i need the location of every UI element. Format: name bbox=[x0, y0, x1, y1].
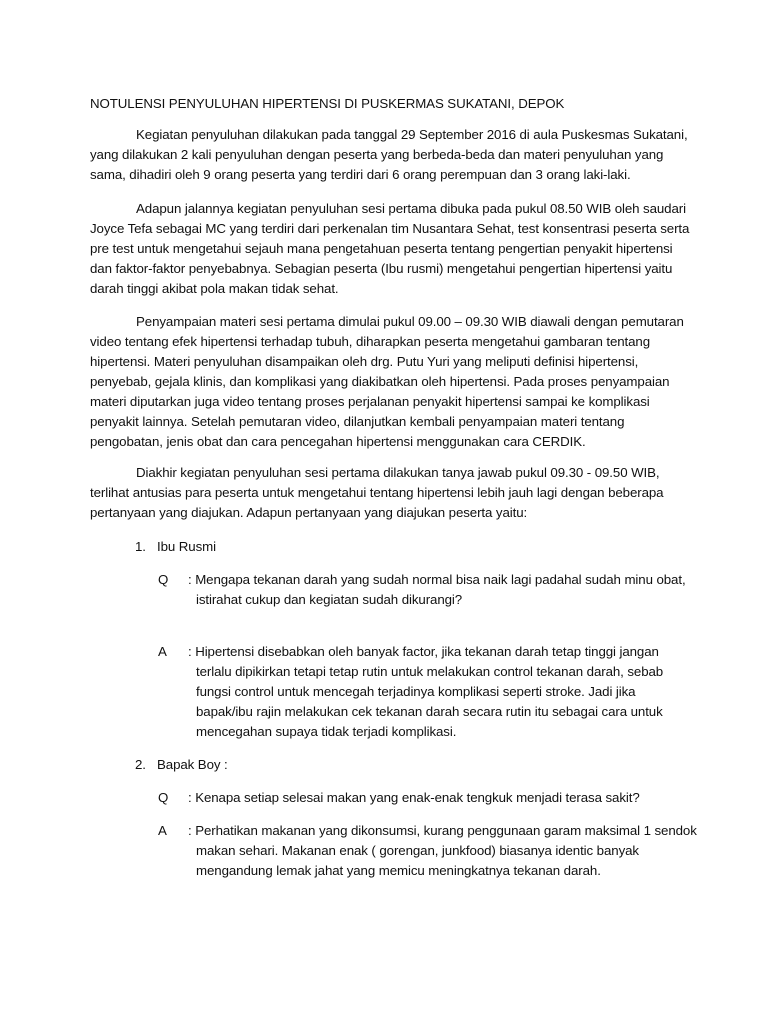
answer-line: bapak/ibu rajin melakukan cek tekanan darah secara rutin itu sebagai cara untuk bbox=[196, 704, 663, 719]
questioner-name: Ibu Rusmi bbox=[157, 539, 216, 554]
question-text bbox=[188, 788, 698, 808]
paragraph-line: pre test untuk mengetahui sejauh mana pengetahuan peserta tentang pengertian penyakit hipertensi bbox=[90, 241, 673, 256]
answer-label: A bbox=[158, 644, 167, 659]
question-label: Q bbox=[158, 572, 169, 587]
paragraph-line: terlihat antusias para peserta untuk mengetahui tentang hipertensi lebih jauh lagi dengan beberapa bbox=[90, 485, 664, 500]
question-line: : Kenapa setiap selesai makan yang enak-enak tengkuk menjadi terasa sakit? bbox=[188, 790, 640, 805]
list-item-questioner bbox=[135, 755, 228, 775]
document-title: NOTULENSI PENYULUHAN HIPERTENSI DI PUSKERMAS SUKATANI, DEPOK bbox=[90, 96, 565, 111]
question-text bbox=[188, 570, 698, 610]
paragraph-line: penyakit lainnya. Setelah pemutaran video, dilanjutkan kembali penyampaian materi tentang bbox=[90, 414, 625, 429]
paragraph-line: sama, dihadiri oleh 9 orang peserta yang terdiri dari 6 orang perempuan dan 3 orang laki-laki. bbox=[90, 167, 631, 182]
answer-text bbox=[188, 821, 698, 881]
paragraph-line: dan faktor-faktor penyebabnya. Sebagian peserta (Ibu rusmi) mengetahui pengertian hipertensi yaitu bbox=[90, 261, 673, 276]
paragraph-line: penyebab, gejala klinis, dan komplikasi yang diakibatkan oleh hipertensi. Pada proses penyampaian bbox=[90, 374, 670, 389]
paragraph-line: darah tinggi akibat pola makan tidak sehat. bbox=[90, 281, 339, 296]
paragraph-line: Joyce Tefa sebagai MC yang terdiri dari perkenalan tim Nusantara Sehat, test konsentrasi peserta serta bbox=[90, 221, 690, 236]
paragraph-intro bbox=[90, 125, 688, 185]
paragraph-line: materi diputarkan juga video tentang proses perjalanan penyakit hipertensi sampai ke komplikasi bbox=[90, 394, 650, 409]
answer-label: A bbox=[158, 823, 167, 838]
paragraph-line: yang dilakukan 2 kali penyuluhan dengan peserta yang berbeda-beda dan materi penyuluhan yang bbox=[90, 147, 664, 162]
paragraph-material bbox=[90, 312, 684, 452]
paragraph-line: Penyampaian materi sesi pertama dimulai pukul 09.00 – 09.30 WIB diawali dengan pemutaran bbox=[136, 314, 684, 329]
question-label: Q bbox=[158, 790, 169, 805]
question-line: : Mengapa tekanan darah yang sudah normal bisa naik lagi padahal sudah minu obat, bbox=[188, 572, 686, 587]
answer-line: : Perhatikan makanan yang dikonsumsi, kurang penggunaan garam maksimal 1 sendok bbox=[188, 823, 697, 838]
answer-text bbox=[188, 642, 698, 742]
question-line: istirahat cukup dan kegiatan sudah dikurangi? bbox=[196, 592, 463, 607]
paragraph-line: Diakhir kegiatan penyuluhan sesi pertama dilakukan tanya jawab pukul 09.30 - 09.50 WIB, bbox=[136, 465, 660, 480]
list-item-questioner bbox=[135, 537, 216, 557]
answer-line: mencegahan supaya tidak terjadi komplikasi. bbox=[196, 724, 457, 739]
answer-line: fungsi control untuk mencegah terjadinya komplikasi seperti stroke. Jadi jika bbox=[196, 684, 636, 699]
paragraph-line: hipertensi. Materi penyuluhan disampaikan oleh drg. Putu Yuri yang meliputi definisi hipertensi, bbox=[90, 354, 639, 369]
answer-line: terlalu dipikirkan tetapi tetap rutin untuk melakukan control tekanan darah, sebab bbox=[196, 664, 664, 679]
paragraph-opening bbox=[90, 199, 690, 299]
questioner-name: Bapak Boy : bbox=[157, 757, 228, 772]
list-number: 2. bbox=[135, 757, 146, 772]
paragraph-line: video tentang efek hipertensi terhadap tubuh, diharapkan peserta mengetahui gambaran tentang bbox=[90, 334, 651, 349]
answer-line: makan sehari. Makanan enak ( gorengan, junkfood) biasanya identic banyak bbox=[196, 843, 639, 858]
paragraph-line: Adapun jalannya kegiatan penyuluhan sesi pertama dibuka pada pukul 08.50 WIB oleh saudari bbox=[136, 201, 686, 216]
answer-line: mengandung lemak jahat yang memicu meningkatnya tekanan darah. bbox=[196, 863, 601, 878]
paragraph-line: pengobatan, jenis obat dan cara pencegahan hipertensi menggunakan cara CERDIK. bbox=[90, 434, 586, 449]
paragraph-qa-intro bbox=[90, 463, 680, 523]
paragraph-line: pertanyaan yang diajukan. Adapun pertanyaan yang diajukan peserta yaitu: bbox=[90, 505, 528, 520]
answer-line: : Hipertensi disebabkan oleh banyak factor, jika tekanan darah tetap tinggi jangan bbox=[188, 644, 659, 659]
paragraph-line: Kegiatan penyuluhan dilakukan pada tanggal 29 September 2016 di aula Puskesmas Sukatani, bbox=[136, 127, 688, 142]
list-number: 1. bbox=[135, 539, 146, 554]
